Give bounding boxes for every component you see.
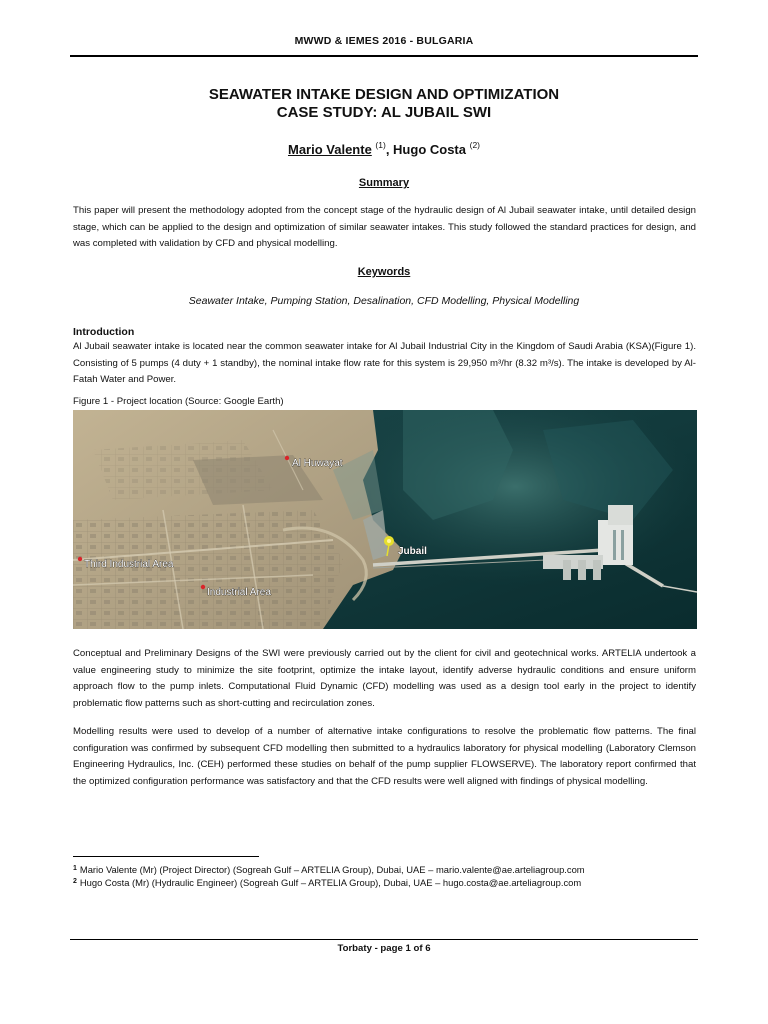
footnote-1-text: Mario Valente (Mr) (Project Director) (Sogreah Gulf – ARTELIA Group), Dubai, UAE – mario.valente@ae.arteliagroup.com	[79, 864, 585, 875]
footer-rule	[70, 939, 698, 940]
footnote-2-mark: 2	[73, 878, 77, 885]
author-list	[0, 140, 768, 157]
footnote-rule	[73, 856, 259, 857]
summary-text: This paper will present the methodology adopted from the concept stage of the hydraulic design of Al Jubail seawater intake, until detailed design stage, which can be applied to the design and optimization of similar seawater intakes. This study followed the standard practices for design, and was completed with validation by CFD and physical modelling.	[73, 205, 696, 249]
keywords-heading: Keywords	[357, 266, 411, 278]
keywords-text: Seawater Intake, Pumping Station, Desalination, CFD Modelling, Physical Modelling	[188, 295, 580, 307]
title-line-1: SEAWATER INTAKE DESIGN AND OPTIMIZATION	[208, 86, 560, 103]
footnote-2-text: Hugo Costa (Mr) (Hydraulic Engineer) (Sogreah Gulf – ARTELIA Group), Dubai, UAE – hugo.costa@ae.arteliagroup.com	[79, 877, 582, 888]
marker-al-huwayat	[285, 456, 289, 460]
body-paragraph-2: Modelling results were used to develop of a number of alternative intake configurations to resolve the problematic flow patterns. The final configuration was confirmed by subsequent CFD modelling then submitted to a hydraulics laboratory for physical modelling (Laboratory Clemson Engineering Hydraulics, Inc. (CEH) performed these studies on behalf of the pump supplier FLOWSERVE). The laboratory report confirmed that the optimized configuration performance was satisfactory and that the CFD results were well aligned with findings of physical modelling.	[73, 726, 696, 787]
label-al-huwayat: Al Huwayat	[292, 458, 343, 469]
figure-caption: Figure 1 - Project location (Source: Google Earth)	[73, 396, 284, 407]
introduction-heading: Introduction	[73, 326, 135, 338]
header-rule	[70, 55, 698, 57]
author-2-mark: (2)	[469, 140, 481, 150]
running-header: MWWD & IEMES 2016 - BULGARIA	[294, 35, 474, 47]
author-1-name: Mario Valente	[287, 142, 372, 157]
footnote-1	[73, 862, 585, 876]
page-footer: Torbaty - page 1 of 6	[337, 943, 431, 954]
footnote-2	[73, 875, 581, 889]
body-paragraph-1: Conceptual and Preliminary Designs of the SWI were previously carried out by the client for civil and geotechnical works. ARTELIA undertook a value engineering study to minimize the site footprint, optimize the intake layout, identify adverse hydraulic conditions and ensure uniform approach flow to the pump inlets. Computational Fluid Dynamic (CFD) modelling was used as a design tool early in the project to identify problematic flow patterns such as short-cutting and recirculation zones.	[73, 648, 696, 709]
author-separator: ,	[385, 142, 394, 157]
marker-third-industrial-area	[78, 557, 82, 561]
footnote-1-mark: 1	[73, 865, 77, 872]
paper-title	[0, 86, 768, 122]
satellite-figure	[73, 410, 697, 629]
author-1-mark: (1)	[375, 140, 386, 150]
label-third-industrial-area: Third Industrial Area	[84, 559, 174, 570]
marker-industrial-area	[201, 585, 205, 589]
label-industrial-area: Industrial Area	[207, 587, 271, 598]
title-line-2: CASE STUDY: AL JUBAIL SWI	[276, 104, 492, 121]
satellite-image	[73, 410, 697, 629]
author-2-name: Hugo Costa	[393, 142, 466, 157]
label-jubail: Jubail	[398, 546, 427, 557]
introduction-text: Al Jubail seawater intake is located near the common seawater intake for Al Jubail Industrial City in the Kingdom of Saudi Arabia (KSA)(Figure 1). Consisting of 5 pumps (4 duty + 1 standby), the nominal intake flow rate for this system is 29,950 m³/hr (8.32 m³/s). The intake is developed by Al-Fatah Water and Power.	[73, 341, 696, 385]
summary-heading: Summary	[358, 177, 410, 189]
